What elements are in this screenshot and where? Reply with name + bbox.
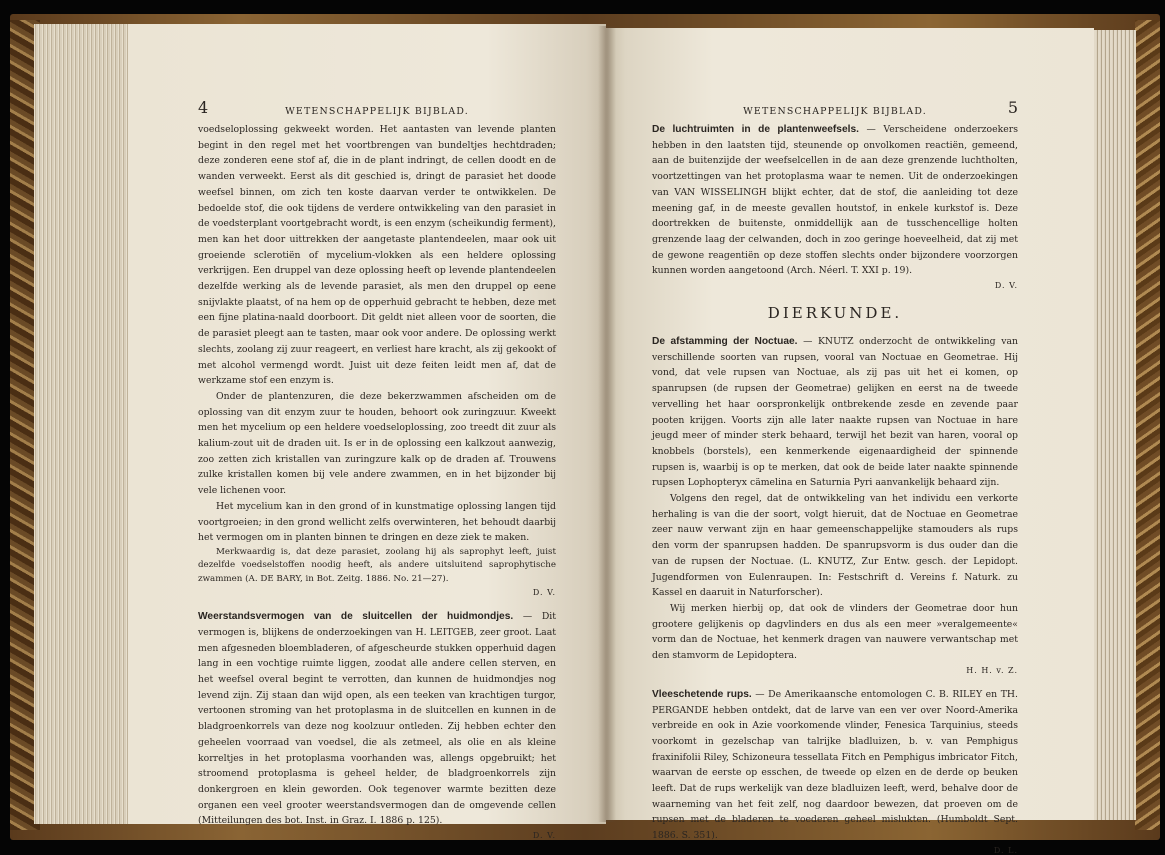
right-signature-3: D. L. <box>993 845 1018 855</box>
left-para-4: Merkwaardig is, dat deze parasiet, zoolang hij als saprophyt leeft, juist dezelfde voedselstoffen noodig heeft, als andere uitsluitend saprophytische zwammen (A. DE BARY, in Bot. Zeitg. 1886. No. 21—27). <box>198 546 556 584</box>
left-page-text <box>198 100 556 840</box>
left-para-2: Onder de plantenzuren, die deze bekerzwammen afscheiden om de oplossing van dit enzym zuur te houden, behoort ook zuringzuur. Kweekt men het mycelium op een heldere voedseloplossing, zoo treedt dit zuur als kalium-zout uit de draden uit. Is er in de oplossing een kalkzout aanwezig, zoo zetten zich kristallen van zuringzure kalk op de draden af. Trouwens zulke kristallen komen bij vele andere zwammen, en in het bijzonder bij vele lichenen voor. <box>198 390 556 497</box>
page-edges-right <box>1092 30 1136 820</box>
left-para-1: voedseloplossing gekweekt worden. Het aantasten van levende planten begint in den regel met het voortbrengen van bundeltjes hechtdraden; deze zonderen eene stof af, die in de plant indringt, de cellen doodt en de wanden verweekt. Eerst als dit geschied is, dringt de parasiet het doode weefsel binnen, om zich ten koste daarvan verder te ontwikkelen. De bedoelde stof, die ook tijdens de verdere ontwikkeling van den parasiet in de voedsterplant voortgebracht wordt, is een enzym (scheikundig ferment), men kan het door uittrekken der aangetaste plantendeelen, maar ook uit groeiende sclerotiën of mycelium-vlokken als een heldere oplossing verkrijgen. Een druppel van deze oplossing heeft op levende plantendeelen dezelfde werking als de levende parasiet, als men den druppel op eene snijvlakte plaatst, of na hem op de opperhuid gebracht te hebben, deze met een fijne platina-naald doorboort. Dit geldt niet alleen voor de soorten, die de parasiet pleegt aan te tasten, maar ook voor andere. De oplossing werkt slechts, zoolang zij zuur reageert, en verliest hare kracht, als zij gekookt of met alcohol vermengd wordt. Juist uit deze feiten leidt men af, dat de werkzame stof een enzym is. <box>198 124 556 387</box>
marbled-board-right <box>1135 20 1160 830</box>
right-para-3: Volgens den regel, dat de ontwikkeling van het individu een verkorte herhaling is van die der soort, volgt hieruit, dat de Noctuae en Geometrae zeer nauw verwant zijn en haar gemeenschappelijke stamouders als rups den vorm der spanrupsen hadden. De spanrupsvorm is dus ouder dan die van de rupsen der Noctuae. (L. KNUTZ, Zur Entw. gesch. der Lepidopt. Jugendformen von Eulenraupen. In: Festschrift d. Vereins f. Naturk. zu Kassel en daaruit in Naturforscher). <box>652 493 1018 599</box>
right-page-number: 5 <box>1007 98 1018 117</box>
right-page-text <box>652 100 1018 855</box>
right-para-5: — De Amerikaansche entomologen C. B. RILEY en TH. PERGANDE hebben ontdekt, dat de larve van een ver over Noord-Amerika verbreide en ook in Azie voorkomende vlinder, Fenesica Tarquinius, steeds voorkomt in gezelschap van talrijke bladluizen, b. v. van Pemphigus fraxinifolii Riley, Schizoneura tessellata Fitch en Pemphigus imbricator Fitch, waarvan de eerste op esschen, de tweede op elzen en de derde op beuken leeft. Dat de rups werkelijk van deze bladluizen leeft, werd, behalve door de waarneming van het feit zelf, nog daardoor bewezen, dat proeven om de rupsen met de bladeren te voederen geheel mislukten. (Humboldt Sept. 1886. S. 351). <box>652 688 1018 842</box>
right-para-4: Wij merken hierbij op, dat ook de vlinders der Geometrae door hun grootere gelijkenis op dagvlinders en dus als een meer »veralgemeente« vorm dan de Noctuae, het kenmerk dragen van nauwere verwantschap met den stamvorm de Lepidoptera. <box>652 602 1018 662</box>
right-running-head: WETENSCHAPPELIJK BIJBLAD. <box>743 106 927 117</box>
left-para-5: — Dit vermogen is, blijkens de onderzoekingen van H. LEITGEB, zeer groot. Laat men afgesneden bloembladeren, of afgescheurde stukken opperhuid dagen lang in een vochtige ruimte liggen, zoodat alle andere cellen sterven, en het weefsel overal begint te verrotten, dan kunnen de huidmondjes nog levend zijn. Zij staan dan wijd open, als een teeken van krachtigen turgor, vertoonen stroming van het protoplasma in de sluitcellen en kunnen in de bladgroenkorrels van deze nog koolzuur ontleden. Zij hebben echter den geheelen voorraad van voedsel, die als zetmeel, als olie en als kleine korreltjes in het protoplasma voorhanden was, allengs opgebruikt; het stroomend protoplasma is geheel helder, de bladgroenkorrels zijn donkergroen en klein geworden. Ook tegenover warmte bezitten deze organen een veel grooter weerstandsvermogen dan de omgevende cellen (Mitteilungen des bot. Inst. in Graz. I. 1886 p. 125). <box>198 611 556 827</box>
right-para-2: — KNUTZ onderzocht de ontwikkeling van verschillende soorten van rupsen, vooral van Noctuae en Geometrae. Hij vond, dat vele rupsen van Noctuae, als zij pas uit het ei komen, op spanrupsen (de rupsen der Geometrae) gelijken en eerst na de tweede vervelling het haar oorspronkelijk ontbrekende zesde en zevende paar pooten krijgen. Voorts zijn alle later naakte rupsen van Noctuae in hare jeugd meer of minder sterk behaard, terwijl het bezit van haren, vooral op knobbels (borstels), een kenmerkende eigenaardigheid der spinnende rupsen is, waarbij is op te merken, dat ook de beide later naakte spinnende rupsen Lophopteryx cämelina en Saturnia Pyri aanvankelijk behaard zijn. <box>652 336 1018 489</box>
right-heading-2: De afstamming der Noctuae. <box>652 336 798 348</box>
page-edges-left <box>34 24 134 824</box>
left-signature-1: D. V. <box>532 588 556 598</box>
right-heading-3: Vleeschetende rups. <box>652 688 752 700</box>
left-para-3: Het mycelium kan in den grond of in kunstmatige oplossing langen tijd voortgroeien; in den grond wellicht zelfs overwinteren, het behoudt daarbij het vermogen om in planten binnen te dringen en deze ziek te maken. <box>198 500 556 544</box>
left-page-number: 4 <box>198 98 209 117</box>
left-running-head: WETENSCHAPPELIJK BIJBLAD. <box>285 106 469 117</box>
right-signature-1: D. V. <box>994 281 1018 291</box>
left-heading-2: Weerstandsvermogen van de sluitcellen der huidmondjes. <box>198 611 514 623</box>
book-gutter <box>598 26 616 822</box>
section-title: DIERKUNDE. <box>767 304 903 323</box>
right-signature-2: H. H. v. Z. <box>966 665 1018 675</box>
left-signature-2: D. V. <box>532 831 556 841</box>
right-heading-1: De luchtruimten in de plantenweefsels. <box>652 124 859 135</box>
right-para-1: — Verscheidene onderzoekers hebben in den laatsten tijd, steunende op onvolkomen reactiën, gemeend, aan de buitenzijde der weefselcellen in de aan deze grenzende luchtholten, voortzettingen van het protoplasma waar te nemen. Uit de onderzoekingen van VAN WISSELINGH blijkt echter, dat de stof, die aanleiding tot deze meening gaf, in de meeste gevallen houtstof, in enkele kurkstof is. Deze doortrekken de buitenste, onmiddellijk aan de tusschencellige holten grenzende laag der celwanden, doch in zoo geringe hoeveelheid, dat zij met de gewone reagentiën op deze stoffen slechts onder bijzondere voorzorgen kunnen worden aangetoond (Arch. Néerl. T. XXI p. 19). <box>652 124 1018 277</box>
